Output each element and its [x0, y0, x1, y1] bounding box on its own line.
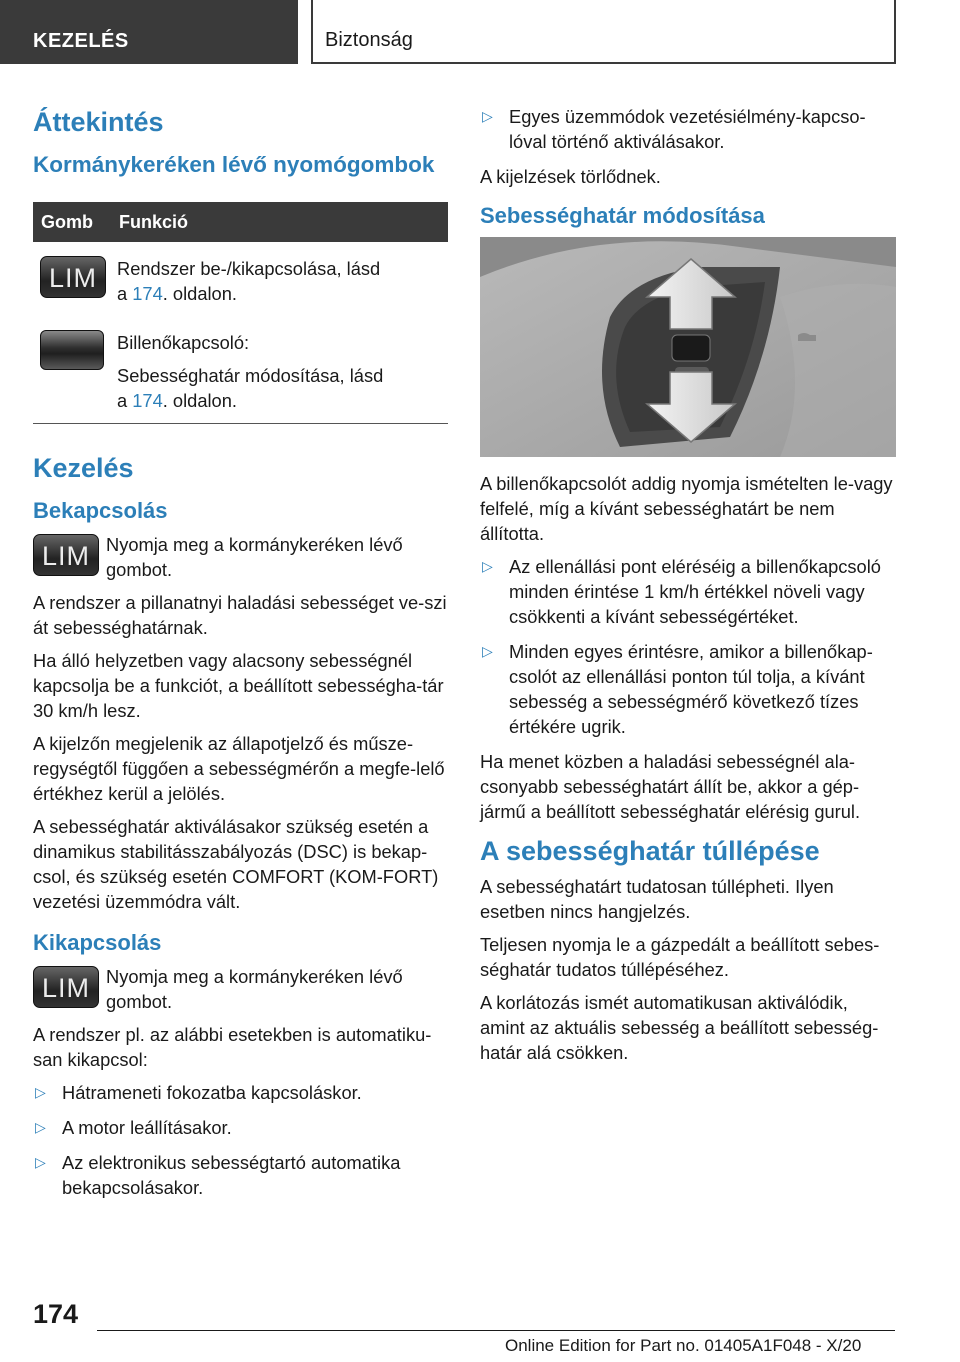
paragraph: A kijelzőn megjelenik az állapotjelző és műsze-regységtől függően a sebességmérőn a megfe-lelő értékhez kerül a jelölés. — [33, 733, 445, 804]
paragraph: A korlátozás ismét automatikusan aktiválódik, amint az aktuális sebesség a beállított sebesség-határ alá csökken. — [480, 992, 879, 1063]
heading-switch-off: Kikapcsolás — [33, 930, 162, 955]
header-section-label: KEZELÉS — [33, 30, 129, 52]
heading-steering-buttons: Kormánykeréken lévő nyomógombok — [33, 152, 435, 177]
heading-exceed-limit: A sebességhatár túllépése — [480, 836, 820, 866]
table-cell-function: Billenőkapcsoló: Sebességhatár módosítása, lásd a 174. oldalon. — [117, 316, 448, 424]
heading-change-limit: Sebességhatár módosítása — [480, 203, 765, 228]
paragraph: A rendszer a pillanatnyi haladási sebességet ve-szi át sebességhatárnak. — [33, 592, 447, 638]
paragraph: Teljesen nyomja le a gázpedált a beállított sebes-séghatár tudatos túllépéséhez. — [480, 934, 880, 980]
page-link[interactable]: 174 — [132, 390, 163, 411]
list-item: ▷ Az elektronikus sebességtartó automatika bekapcsolásakor. — [33, 1150, 448, 1200]
auto-off-list-continued — [480, 104, 896, 154]
table-row — [33, 242, 448, 316]
heading-operation: Kezelés — [33, 453, 134, 483]
header-topic-label: Biztonság — [325, 29, 413, 51]
lim-button-icon: LIM — [33, 534, 99, 576]
paragraph: A sebességhatár aktiválásakor szükség esetén a dinamikus stabilitásszabályozás (DSC) is bekap-csol, és szükség esetén COMFORT (KOM-FORT) vezetési üzemmódra vált. — [33, 816, 439, 912]
steering-wheel-rocker-image — [480, 237, 896, 457]
footer-divider — [97, 1330, 895, 1331]
change-limit-list — [480, 554, 896, 739]
lim-button-icon: LIM — [33, 966, 99, 1008]
paragraph: A billenőkapcsolót addig nyomja ismételten le-vagy felfelé, míg a kívánt sebességhatárt be nem állította. — [480, 473, 893, 544]
footer-edition: Online Edition for Part no. 01405A1F048 - X/20 — [505, 1336, 862, 1355]
switch-off-instruction: LIM Nyomja meg a kormánykeréken lévő gombot. — [33, 964, 448, 1014]
page-link[interactable]: 174 — [132, 283, 163, 304]
list-item: ▷ Minden egyes érintésre, amikor a billenőkap-csolót az ellenállási ponton túl tolja, a kívánt sebesség a sebességmérő következő tízes értékére ugrik. — [480, 639, 896, 739]
table-cell-function: Rendszer be-/kikapcsolása, lásd a 174. oldalon. — [117, 258, 381, 304]
rocker-switch-icon — [40, 330, 104, 370]
button-function-table — [33, 202, 448, 424]
table-row — [33, 316, 448, 424]
paragraph: A sebességhatárt tudatosan túllépheti. Ilyen esetben nincs hangjelzés. — [480, 876, 834, 922]
paragraph: A kijelzések törlődnek. — [480, 166, 661, 187]
paragraph: A rendszer pl. az alábbi esetekben is automatiku-san kikapcsol: — [33, 1024, 432, 1070]
paragraph: Ha álló helyzetben vagy alacsony sebességnél kapcsolja be a funkciót, a beállított sebességha-tár 30 km/h lesz. — [33, 650, 444, 721]
heading-overview: Áttekintés — [33, 107, 164, 137]
header-section-tab — [0, 0, 298, 64]
right-column — [480, 104, 896, 1073]
lim-button-icon: LIM — [40, 256, 106, 298]
list-item: ▷ Hátrameneti fokozatba kapcsoláskor. — [33, 1080, 448, 1105]
heading-switch-on: Bekapcsolás — [33, 498, 168, 523]
header-topic-tab — [311, 0, 896, 64]
paragraph: Ha menet közben a haladási sebességnél ala-csonyabb sebességhatárt állít be, akkor a gép-jármű a beállított sebességhatár elérésig gurul. — [480, 751, 861, 822]
list-item: ▷ Az ellenállási pont eléréséig a billenőkapcsoló minden érintése 1 km/h értékkel növeli vagy csökkenti a kívánt sebességértéket. — [480, 554, 896, 629]
list-item: ▷ Egyes üzemmódok vezetésiélmény-kapcso-lóval történő aktiválásakor. — [480, 104, 896, 154]
switch-on-instruction: LIM Nyomja meg a kormánykeréken lévő gombot. — [33, 532, 448, 582]
list-item: ▷ A motor leállításakor. — [33, 1115, 448, 1140]
page-number: 174 — [33, 1299, 79, 1329]
auto-off-list — [33, 1080, 448, 1200]
table-header-function: Funkció — [117, 202, 448, 242]
table-header-button: Gomb — [33, 202, 117, 242]
left-column — [33, 96, 448, 1210]
